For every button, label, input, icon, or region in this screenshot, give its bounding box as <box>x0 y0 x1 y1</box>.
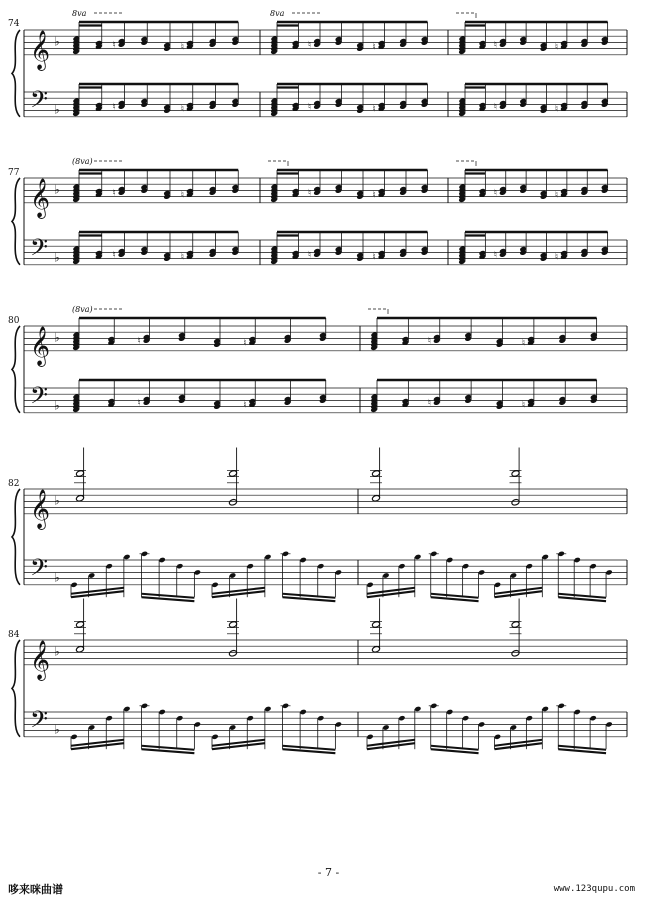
natural-sign-icon: ♮ <box>521 400 526 411</box>
site-name: 哆来咪曲谱 <box>8 883 63 896</box>
treble-clef-icon: 𝄞 <box>30 29 51 70</box>
note-head <box>123 554 130 560</box>
site-url: www.123qupu.com <box>553 884 635 894</box>
flat-key-signature-icon: ♭ <box>54 330 60 345</box>
note-head <box>211 582 218 588</box>
half-note-head <box>229 621 238 628</box>
bass-clef-icon: 𝄢 <box>30 233 49 267</box>
natural-sign-icon: ♮ <box>372 252 376 263</box>
note-head <box>264 554 271 560</box>
treble-clef-icon: 𝄞 <box>30 177 51 218</box>
note-head <box>462 715 469 721</box>
natural-sign-icon: ♮ <box>521 338 526 349</box>
natural-sign-icon: ♮ <box>493 40 497 51</box>
note-head <box>510 572 517 578</box>
bass-clef-icon: 𝄢 <box>30 85 49 119</box>
grand-staff-brace <box>12 640 20 737</box>
ottava-mark: (8va) <box>72 305 93 314</box>
note-head <box>211 734 218 740</box>
natural-sign-icon: ♮ <box>493 102 497 113</box>
note-head <box>414 706 421 712</box>
note-head <box>382 724 389 730</box>
note-head <box>446 709 453 715</box>
note-head <box>264 706 271 712</box>
bass-clef-icon: 𝄢 <box>30 553 49 587</box>
note-head <box>158 557 165 563</box>
note-head <box>299 709 306 715</box>
half-note-head <box>76 470 85 477</box>
natural-sign-icon: ♮ <box>180 104 184 115</box>
note-head <box>398 563 405 569</box>
measure-number-84: 84 <box>8 630 20 640</box>
note-head <box>194 569 201 575</box>
note-head <box>414 554 421 560</box>
flat-key-signature-icon: ♭ <box>54 34 60 49</box>
natural-sign-icon: ♮ <box>372 42 376 53</box>
grand-staff-brace <box>12 30 20 117</box>
natural-sign-icon: ♮ <box>554 42 559 53</box>
flat-key-signature-icon: ♭ <box>54 102 60 117</box>
measure-number-80: 80 <box>8 316 20 326</box>
natural-sign-icon: ♮ <box>137 398 141 409</box>
half-note-head <box>76 646 85 653</box>
note-head <box>574 709 581 715</box>
note-head <box>335 721 342 727</box>
note-head <box>158 709 165 715</box>
note-head <box>526 715 533 721</box>
natural-sign-icon: ♮ <box>427 336 431 347</box>
flat-key-signature-icon: ♭ <box>54 570 60 585</box>
half-note-head <box>229 499 238 506</box>
treble-clef-icon: 𝄞 <box>30 325 51 366</box>
flat-key-signature-icon: ♭ <box>54 493 60 508</box>
half-note-head <box>372 495 381 502</box>
note-head <box>123 706 130 712</box>
half-note-head <box>511 470 520 477</box>
grand-staff-brace <box>12 178 20 265</box>
note-head <box>335 569 342 575</box>
natural-sign-icon: ♮ <box>554 252 559 263</box>
natural-sign-icon: ♮ <box>180 252 184 263</box>
note-head <box>229 572 236 578</box>
note-head <box>176 563 183 569</box>
half-note-head <box>76 621 85 628</box>
natural-sign-icon: ♮ <box>243 400 247 411</box>
natural-sign-icon: ♮ <box>112 40 116 51</box>
note-head <box>605 569 612 575</box>
natural-sign-icon: ♮ <box>180 42 184 53</box>
natural-sign-icon: ♮ <box>137 336 141 347</box>
natural-sign-icon: ♮ <box>112 250 116 261</box>
note-head <box>542 706 549 712</box>
note-head <box>70 582 77 588</box>
natural-sign-icon: ♮ <box>180 190 184 201</box>
note-head <box>589 563 596 569</box>
natural-sign-icon: ♮ <box>554 190 559 201</box>
note-head <box>229 724 236 730</box>
flat-key-signature-icon: ♭ <box>54 644 60 659</box>
note-head <box>605 721 612 727</box>
half-note-head <box>229 650 238 657</box>
natural-sign-icon: ♮ <box>493 250 497 261</box>
bass-clef-icon: 𝄢 <box>30 705 49 739</box>
half-note-head <box>229 470 238 477</box>
flat-key-signature-icon: ♭ <box>54 182 60 197</box>
note-head <box>574 557 581 563</box>
note-head <box>88 724 95 730</box>
measure-number-74: 74 <box>8 19 20 29</box>
note-head <box>478 569 485 575</box>
ottava-mark: 8va <box>72 9 87 18</box>
natural-sign-icon: ♮ <box>427 398 431 409</box>
flat-key-signature-icon: ♭ <box>54 722 60 737</box>
note-head <box>70 734 77 740</box>
half-note-head <box>372 646 381 653</box>
measure-number-82: 82 <box>8 479 20 489</box>
note-head <box>299 557 306 563</box>
natural-sign-icon: ♮ <box>112 102 116 113</box>
note-head <box>106 563 113 569</box>
note-head <box>510 724 517 730</box>
note-head <box>526 563 533 569</box>
natural-sign-icon: ♮ <box>112 188 116 199</box>
natural-sign-icon: ♮ <box>308 102 312 113</box>
natural-sign-icon: ♮ <box>308 40 312 51</box>
note-head <box>317 563 324 569</box>
note-head <box>446 557 453 563</box>
half-note-head <box>511 650 520 657</box>
half-note-head <box>511 499 520 506</box>
note-head <box>462 563 469 569</box>
note-head <box>542 554 549 560</box>
grand-staff-brace <box>12 326 20 413</box>
note-head <box>88 572 95 578</box>
natural-sign-icon: ♮ <box>554 104 559 115</box>
page-number: - 7 - <box>317 866 340 879</box>
note-head <box>247 715 254 721</box>
natural-sign-icon: ♮ <box>308 250 312 261</box>
flat-key-signature-icon: ♭ <box>54 250 60 265</box>
flat-key-signature-icon: ♭ <box>54 398 60 413</box>
note-head <box>589 715 596 721</box>
note-head <box>494 734 501 740</box>
half-note-head <box>76 495 85 502</box>
note-head <box>478 721 485 727</box>
treble-clef-icon: 𝄞 <box>30 639 51 680</box>
natural-sign-icon: ♮ <box>372 104 376 115</box>
measure-number-77: 77 <box>8 168 20 178</box>
ottava-mark: 8va <box>270 9 285 18</box>
note-head <box>317 715 324 721</box>
note-head <box>194 721 201 727</box>
note-head <box>382 572 389 578</box>
grand-staff-brace <box>12 489 20 585</box>
half-note-head <box>511 621 520 628</box>
note-head <box>494 582 501 588</box>
half-note-head <box>372 621 381 628</box>
note-head <box>176 715 183 721</box>
ottava-mark: (8va) <box>72 157 93 166</box>
bass-clef-icon: 𝄢 <box>30 381 49 415</box>
natural-sign-icon: ♮ <box>243 338 247 349</box>
natural-sign-icon: ♮ <box>372 190 376 201</box>
treble-clef-icon: 𝄞 <box>30 488 51 529</box>
note-head <box>366 582 373 588</box>
natural-sign-icon: ♮ <box>308 188 312 199</box>
natural-sign-icon: ♮ <box>493 188 497 199</box>
note-head <box>398 715 405 721</box>
note-head <box>247 563 254 569</box>
note-head <box>366 734 373 740</box>
note-head <box>106 715 113 721</box>
half-note-head <box>372 470 381 477</box>
